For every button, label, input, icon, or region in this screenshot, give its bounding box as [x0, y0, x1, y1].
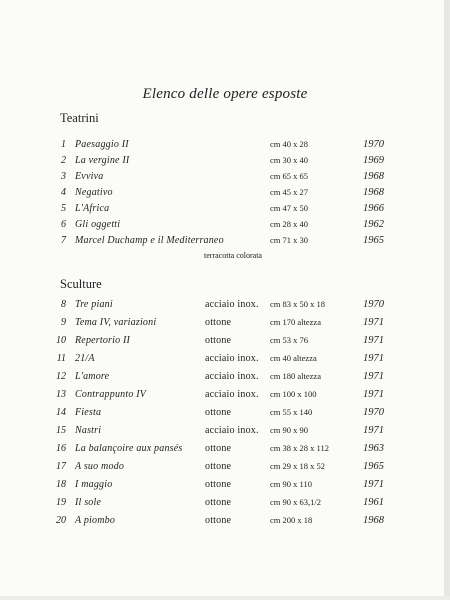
list-item — [0, 299, 450, 317]
list-item — [0, 479, 450, 497]
item-title: Contrappunto IV — [75, 389, 147, 400]
list-item — [0, 407, 450, 425]
item-material: ottone — [205, 479, 232, 490]
section-heading-teatrini: Teatrini — [60, 111, 99, 125]
item-year: 1968 — [363, 515, 384, 526]
item-year: 1962 — [363, 219, 384, 230]
item-number: 18 — [56, 479, 66, 490]
item-title: Repertorio II — [75, 335, 131, 346]
item-number: 15 — [56, 425, 66, 436]
item-number: 16 — [56, 443, 66, 454]
item-title: Tre piani — [75, 299, 113, 310]
item-title: La balançoire aux pansés — [75, 443, 183, 454]
item-number: 7 — [61, 235, 66, 246]
list-item — [0, 497, 450, 515]
item-year: 1970 — [363, 139, 384, 150]
item-dimensions: cm 40 altezza — [270, 353, 317, 363]
list-item — [0, 317, 450, 335]
item-dimensions: cm 90 x 110 — [270, 479, 312, 489]
item-year: 1968 — [363, 187, 384, 198]
item-number: 2 — [61, 155, 66, 166]
item-material: ottone — [205, 497, 232, 508]
item-dimensions: cm 28 x 40 — [270, 219, 309, 229]
item-title: Nastri — [75, 425, 102, 436]
item-dimensions: cm 40 x 28 — [270, 139, 309, 149]
item-number: 5 — [61, 203, 66, 214]
item-number: 8 — [61, 299, 66, 310]
item-year: 1963 — [363, 443, 384, 454]
item-dimensions: cm 100 x 100 — [270, 389, 317, 399]
item-dimensions: cm 45 x 27 — [270, 187, 309, 197]
item-year: 1969 — [363, 155, 384, 166]
item-year: 1966 — [363, 203, 384, 214]
item-year: 1971 — [363, 371, 384, 382]
item-title: Paesaggio II — [75, 139, 129, 150]
list-item — [0, 353, 450, 371]
item-material: acciaio inox. — [205, 299, 259, 310]
list-item — [0, 461, 450, 479]
item-material: acciaio inox. — [205, 389, 259, 400]
section-heading-sculture: Sculture — [60, 277, 102, 291]
item-dimensions: cm 38 x 28 x 112 — [270, 443, 329, 453]
item-number: 3 — [61, 171, 66, 182]
item-number: 20 — [56, 515, 66, 526]
page-title: Elenco delle opere esposte — [142, 86, 308, 102]
item-number: 4 — [61, 187, 66, 198]
item-dimensions: cm 65 x 65 — [270, 171, 309, 181]
item-material: ottone — [205, 407, 232, 418]
item-title: A suo modo — [75, 461, 125, 472]
list-item — [0, 371, 450, 389]
page-bottom-edge — [0, 596, 450, 600]
list-item — [0, 515, 450, 533]
item-dimensions: cm 180 altezza — [270, 371, 321, 381]
item-year: 1971 — [363, 479, 384, 490]
item-title: Negativo — [75, 187, 113, 198]
item-dimensions: cm 47 x 50 — [270, 203, 309, 213]
item-year: 1965 — [363, 235, 384, 246]
item-number: 11 — [56, 353, 66, 364]
item-title: Marcel Duchamp e il Mediterraneo — [75, 235, 224, 246]
item-material: ottone — [205, 443, 232, 454]
item-number: 9 — [61, 317, 66, 328]
item-dimensions: cm 90 x 90 — [270, 425, 309, 435]
item-material: ottone — [205, 317, 232, 328]
item-title: A piombo — [75, 515, 116, 526]
list-item — [0, 389, 450, 407]
item-dimensions: cm 90 x 63,1/2 — [270, 497, 321, 507]
item-year: 1965 — [363, 461, 384, 472]
item-number: 13 — [56, 389, 66, 400]
item-year: 1971 — [363, 335, 384, 346]
item-number: 6 — [61, 219, 66, 230]
item-year: 1968 — [363, 171, 384, 182]
item-title: Il sole — [75, 497, 102, 508]
item-material: ottone — [205, 461, 232, 472]
item-material: acciaio inox. — [205, 353, 259, 364]
item-title: I maggio — [75, 479, 113, 490]
item-title: L'Africa — [75, 203, 110, 214]
material-note-text: terracotta colorata — [204, 251, 262, 260]
item-year: 1971 — [363, 425, 384, 436]
item-dimensions: cm 71 x 30 — [270, 235, 309, 245]
item-number: 17 — [56, 461, 66, 472]
list-item — [0, 443, 450, 461]
item-year: 1971 — [363, 389, 384, 400]
item-number: 19 — [56, 497, 66, 508]
item-number: 12 — [56, 371, 66, 382]
item-year: 1970 — [363, 407, 384, 418]
item-title: Gli oggetti — [75, 219, 121, 230]
item-year: 1970 — [363, 299, 384, 310]
item-dimensions: cm 200 x 18 — [270, 515, 313, 525]
item-material: ottone — [205, 335, 232, 346]
item-title: Evviva — [75, 171, 104, 182]
item-title: La vergine II — [75, 155, 130, 166]
item-number: 14 — [56, 407, 66, 418]
item-number: 10 — [56, 335, 66, 346]
list-item — [0, 335, 450, 353]
item-year: 1971 — [363, 317, 384, 328]
list-item — [0, 425, 450, 443]
item-dimensions: cm 29 x 18 x 52 — [270, 461, 326, 471]
item-number: 1 — [61, 139, 66, 150]
item-material: acciaio inox. — [205, 425, 259, 436]
item-title: Fiesta — [75, 407, 102, 418]
item-dimensions: cm 83 x 50 x 18 — [270, 299, 326, 309]
item-title: 21/A — [75, 353, 95, 364]
item-dimensions: cm 170 altezza — [270, 317, 321, 327]
item-title: Tema IV, variazioni — [75, 317, 157, 328]
item-title: L'amore — [75, 371, 110, 382]
item-material: ottone — [205, 515, 232, 526]
item-dimensions: cm 55 x 140 — [270, 407, 313, 417]
item-year: 1961 — [363, 497, 384, 508]
material-note — [0, 251, 450, 260]
item-dimensions: cm 53 x 76 — [270, 335, 309, 345]
item-year: 1971 — [363, 353, 384, 364]
item-dimensions: cm 30 x 40 — [270, 155, 309, 165]
item-material: acciaio inox. — [205, 371, 259, 382]
